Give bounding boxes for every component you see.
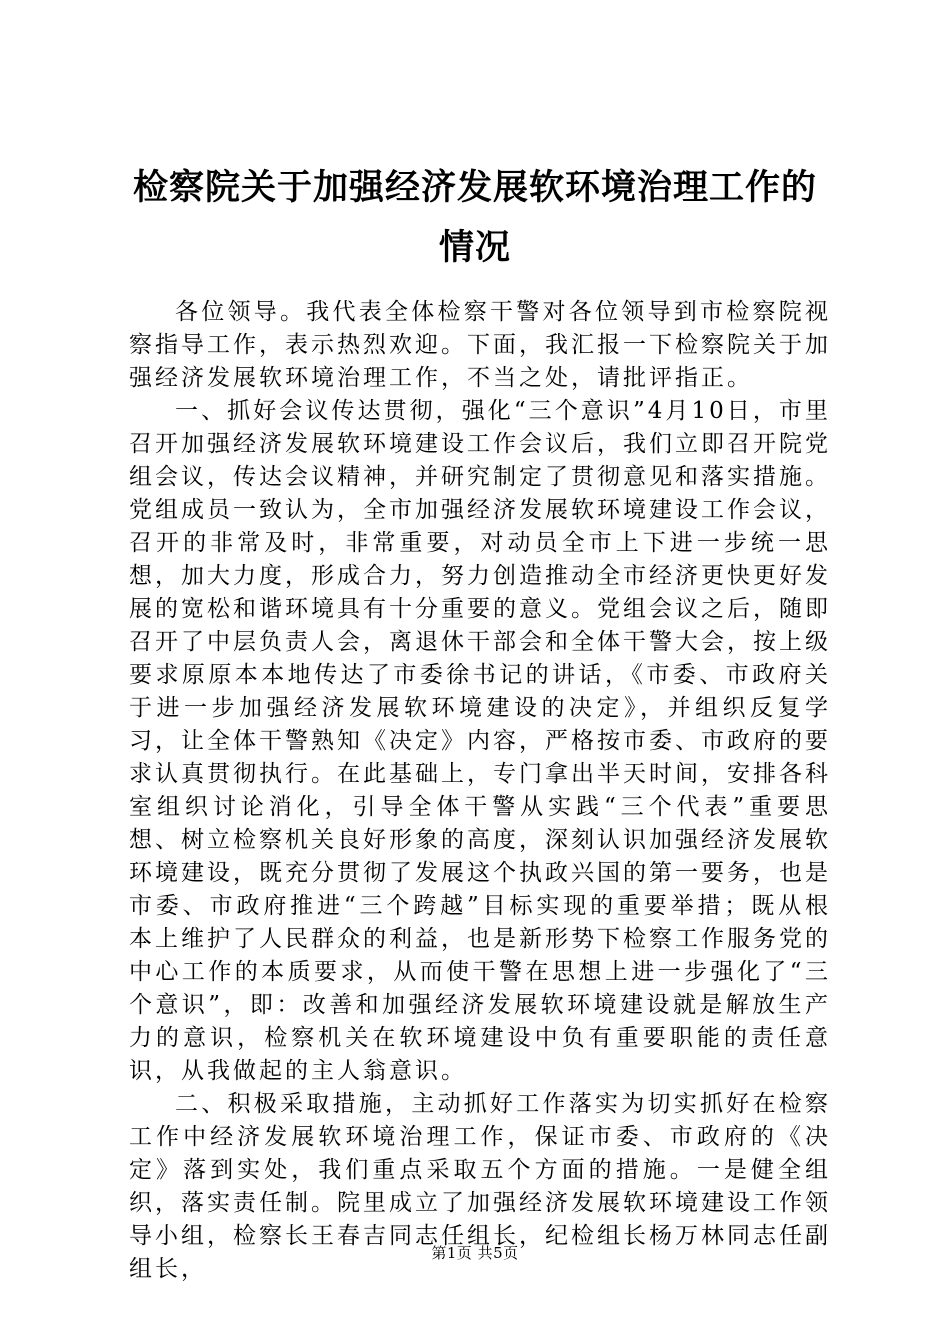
paragraph-section-one: 一、抓好会议传达贯彻，强化“三个意识”4月10日，市里召开加强经济发展软环境建设工作会议后，我们立即召开院党组会议，传达会议精神，并研究制定了贯彻意见和落实措施。党组成员一致认为，全市加强经济发展软环境建设工作会议，召开的非常及时，非常重要，对动员全市上下进一步统一思想，加大力度，形成合力，努力创造推动全市经济更快更好发展的宽松和谐环境具有十分重要的意义。党组会议之后，随即召开了中层负责人会，离退休干部会和全体干警大会，按上级要求原原本本地传达了市委徐书记的讲话，《市委、市政府关于进一步加强经济发展软环境建设的决定》，并组织反复学习，让全体干警熟知《决定》内容，严格按市委、市政府的要求认真贯彻执行。在此基础上，专门拿出半天时间，安排各科室组织讨论消化，引导全体干警从实践“三个代表”重要思想、树立检察机关良好形象的高度，深刻认识加强经济发展软环境建设，既充分贯彻了发展这个执政兴国的第一要务，也是市委、市政府推进“三个跨越”目标实现的重要举措；既从根本上维护了人民群众的利益，也是新形势下检察工作服务党的中心工作的本质要求，从而使干警在思想上进一步强化了“三个意识”，即：改善和加强经济发展软环境建设就是解放生产力的意识，检察机关在软环境建设中负有重要职能的责任意识，从我做起的主人翁意识。 xyxy=(129,398,831,1084)
document-body xyxy=(129,296,831,1286)
document-title: 检察院关于加强经济发展软环境治理工作的情况 xyxy=(132,167,817,268)
paragraph-intro: 各位领导。我代表全体检察干警对各位领导到市检察院视察指导工作，表示热烈欢迎。下面，我汇报一下检察院关于加强经济发展软环境治理工作，不当之处，请批评指正。 xyxy=(129,299,831,391)
paragraph-section-two: 二、积极采取措施，主动抓好工作落实为切实抓好在检察工作中经济发展软环境治理工作，保证市委、市政府的《决定》落到实处，我们重点采取五个方面的措施。一是健全组织，落实责任制。院里成立了加强经济发展软环境建设工作领导小组，检察长王春吉同志任组长，纪检组长杨万林同志任副组长， xyxy=(129,1091,831,1282)
page-number-footer: 第1页 共5页 xyxy=(431,1244,519,1262)
